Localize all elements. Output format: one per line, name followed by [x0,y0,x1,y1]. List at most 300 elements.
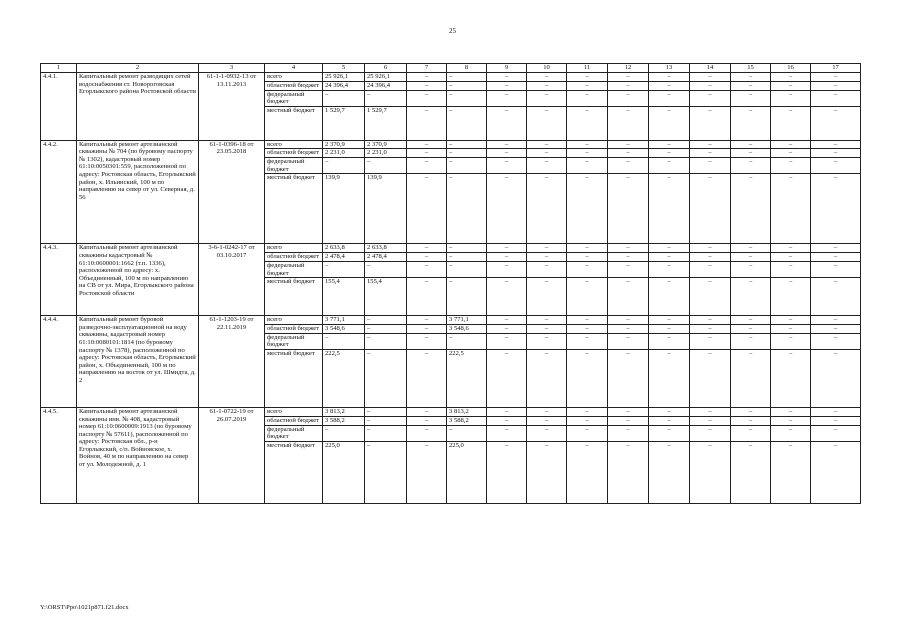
value-cell: – [527,253,567,262]
value-cell: – [649,407,690,416]
value-cell: – [771,425,811,441]
value-cell: – [771,278,811,316]
value-cell: 2 478,4 [323,253,365,262]
value-cell: – [487,425,527,441]
value-cell: – [487,262,527,278]
column-header: 10 [527,64,567,73]
value-cell: – [649,174,690,244]
value-cell: – [487,441,527,503]
value-cell: 1 529,7 [323,106,365,140]
value-cell: – [407,106,447,140]
value-cell: – [731,149,771,158]
value-cell: – [407,425,447,441]
value-cell: – [771,416,811,425]
value-cell: – [567,407,608,416]
value-cell: 3 771,1 [447,316,487,325]
value-cell: – [567,90,608,106]
item-name: Капитальный ремонт артезианской скважины № 704 (по буровому паспорту № 1302), кадастровый номер 61:10:0050301:559, расположенной по адресу: Ростовская область, Егорлыкский район, х. Ильинский, 100 м по направлению на север от ул. Северная, д. 56 [77,140,199,244]
value-cell: – [407,316,447,325]
value-cell: – [811,416,861,425]
funding-source: областной бюджет [265,416,323,425]
value-cell: – [447,253,487,262]
value-cell: – [811,349,861,407]
value-cell: – [407,73,447,82]
value-cell: 225,0 [447,441,487,503]
value-cell: – [731,278,771,316]
value-cell: – [649,425,690,441]
value-cell: – [690,244,731,253]
value-cell: – [608,81,649,90]
value-cell: 2 478,4 [365,253,407,262]
value-cell: – [771,90,811,106]
value-cell: – [731,441,771,503]
value-cell: – [690,316,731,325]
value-cell: – [407,416,447,425]
item-number: 4.4.5. [41,407,77,503]
value-cell: – [690,73,731,82]
value-cell: – [407,262,447,278]
value-cell: – [649,333,690,349]
value-cell: – [365,316,407,325]
value-cell: – [567,81,608,90]
value-cell: 3 813,2 [447,407,487,416]
value-cell: – [365,416,407,425]
value-cell: – [407,407,447,416]
value-cell: – [771,441,811,503]
value-cell: – [567,174,608,244]
value-cell: – [323,333,365,349]
value-cell: – [567,140,608,149]
value-cell: – [365,349,407,407]
value-cell: – [731,158,771,174]
value-cell: – [527,441,567,503]
value-cell: – [407,244,447,253]
funding-source: федеральный бюджет [265,262,323,278]
value-cell: – [771,81,811,90]
value-cell: 1 529,7 [365,106,407,140]
column-header: 13 [649,64,690,73]
value-cell: – [487,244,527,253]
value-cell: – [731,316,771,325]
value-cell: – [527,90,567,106]
value-cell: – [811,140,861,149]
value-cell: 3 813,2 [323,407,365,416]
value-cell: – [365,407,407,416]
funding-source: областной бюджет [265,149,323,158]
value-cell: 3 548,6 [447,324,487,333]
value-cell: – [567,106,608,140]
value-cell: – [690,90,731,106]
project-document: 61-1-0722-19 от 26.07.2019 [199,407,265,503]
value-cell: – [567,425,608,441]
value-cell: – [567,244,608,253]
funding-source: местный бюджет [265,278,323,316]
value-cell: – [771,253,811,262]
value-cell: – [649,158,690,174]
column-header: 3 [199,64,265,73]
value-cell: 3 588,2 [447,416,487,425]
value-cell: – [731,416,771,425]
value-cell: – [731,106,771,140]
funding-source: местный бюджет [265,441,323,503]
value-cell: – [567,316,608,325]
value-cell: – [447,333,487,349]
value-cell: – [690,324,731,333]
value-cell: – [811,441,861,503]
value-cell: 2 231,0 [323,149,365,158]
item-name: Капитальный ремонт буровой разведочно-эксплуатационной на воду скважины, кадастровый номер 61:10:0080101:1814 (по буровому паспорту № 1378), расположенной по адресу: Ростовская область, Егорлыкский район, х. Объединенный, 100 м по направлению на восток от ул. Шмидта, д. 2 [77,316,199,408]
value-cell: 25 926,1 [323,73,365,82]
value-cell: 24 396,4 [323,81,365,90]
value-cell: – [447,81,487,90]
value-cell: – [567,278,608,316]
value-cell: – [365,262,407,278]
value-cell: – [649,253,690,262]
value-cell: – [527,316,567,325]
value-cell: – [407,333,447,349]
value-cell: – [487,253,527,262]
value-cell: – [731,81,771,90]
value-cell: – [731,407,771,416]
value-cell: 2 231,0 [365,149,407,158]
value-cell: – [407,253,447,262]
value-cell: – [447,244,487,253]
table-row [41,316,861,325]
value-cell: – [447,149,487,158]
value-cell: – [690,425,731,441]
value-cell: – [608,324,649,333]
column-header: 9 [487,64,527,73]
value-cell: – [811,90,861,106]
value-cell: – [690,140,731,149]
value-cell: – [649,106,690,140]
value-cell: – [690,441,731,503]
column-header: 14 [690,64,731,73]
column-header: 8 [447,64,487,73]
value-cell: – [731,262,771,278]
value-cell: – [649,278,690,316]
funding-source: федеральный бюджет [265,425,323,441]
item-number: 4.4.3. [41,244,77,316]
value-cell: 222,5 [323,349,365,407]
value-cell: – [407,349,447,407]
value-cell: – [771,73,811,82]
value-cell: – [608,416,649,425]
value-cell: – [608,316,649,325]
value-cell: – [649,262,690,278]
table-row [41,407,861,416]
value-cell: – [365,90,407,106]
value-cell: – [407,441,447,503]
value-cell: – [365,158,407,174]
value-cell: – [649,244,690,253]
funding-source: местный бюджет [265,349,323,407]
value-cell: – [527,416,567,425]
value-cell: – [811,425,861,441]
value-cell: – [731,174,771,244]
funding-source: всего [265,407,323,416]
value-cell: – [649,324,690,333]
value-cell: – [608,333,649,349]
value-cell: – [731,90,771,106]
value-cell: – [731,140,771,149]
value-cell: – [649,441,690,503]
funding-source: местный бюджет [265,174,323,244]
column-header: 1 [41,64,77,73]
value-cell: – [771,407,811,416]
value-cell: – [447,140,487,149]
value-cell: – [527,278,567,316]
item-number: 4.4.2. [41,140,77,244]
value-cell: – [527,106,567,140]
value-cell: – [407,81,447,90]
value-cell: – [487,324,527,333]
value-cell: – [731,253,771,262]
value-cell: 2 633,8 [323,244,365,253]
table-row [41,140,861,149]
value-cell: – [447,278,487,316]
value-cell: – [811,174,861,244]
value-cell: – [365,333,407,349]
value-cell: – [811,407,861,416]
value-cell: – [487,407,527,416]
value-cell: – [527,174,567,244]
value-cell: – [731,349,771,407]
item-number: 4.4.1. [41,73,77,141]
value-cell: – [527,244,567,253]
value-cell: – [527,73,567,82]
funding-source: областной бюджет [265,324,323,333]
value-cell: – [567,416,608,425]
column-header: 12 [608,64,649,73]
value-cell: – [771,106,811,140]
value-cell: – [811,73,861,82]
value-cell: – [487,158,527,174]
value-cell: – [447,158,487,174]
value-cell: – [649,81,690,90]
value-cell: – [487,278,527,316]
value-cell: – [447,106,487,140]
value-cell: – [608,73,649,82]
value-cell: – [731,425,771,441]
value-cell: – [731,244,771,253]
column-header: 5 [323,64,365,73]
column-header: 17 [811,64,861,73]
funding-source: федеральный бюджет [265,333,323,349]
value-cell: – [323,90,365,106]
funding-source: федеральный бюджет [265,158,323,174]
value-cell: – [527,140,567,149]
value-cell: – [527,158,567,174]
value-cell: – [487,174,527,244]
value-cell: – [690,349,731,407]
value-cell: – [649,149,690,158]
value-cell: – [608,262,649,278]
value-cell: – [690,158,731,174]
item-name: Капитальный ремонт разводящих сетей водоснабжения ст. Новороговская Егорлыкского района Ростовской области [77,73,199,141]
value-cell: – [487,140,527,149]
funding-source: областной бюджет [265,253,323,262]
value-cell: – [811,149,861,158]
value-cell: – [811,253,861,262]
value-cell: 222,5 [447,349,487,407]
value-cell: – [771,158,811,174]
value-cell: – [811,316,861,325]
value-cell: – [690,333,731,349]
value-cell: – [527,81,567,90]
value-cell: 155,4 [323,278,365,316]
value-cell: – [771,140,811,149]
value-cell: – [811,333,861,349]
value-cell: – [487,149,527,158]
value-cell: – [567,333,608,349]
value-cell: – [527,425,567,441]
value-cell: – [649,73,690,82]
value-cell: – [407,158,447,174]
value-cell: – [567,158,608,174]
value-cell: – [447,90,487,106]
value-cell: – [731,73,771,82]
value-cell: – [608,253,649,262]
value-cell: – [771,333,811,349]
item-name: Капитальный ремонт артезианской скважины кадастровый № 61:10:0600001:1662 (т.п. 1336), расположенной по адресу: х. Объединенный, 100 м по направлению на СВ от ул. Мира, Егорлыкского района Ростовской области [77,244,199,316]
table-row [41,73,861,82]
value-cell: – [811,324,861,333]
value-cell: 155,4 [365,278,407,316]
value-cell: 2 370,9 [365,140,407,149]
value-cell: – [608,349,649,407]
value-cell: – [407,149,447,158]
value-cell: 139,9 [323,174,365,244]
value-cell: – [407,324,447,333]
value-cell: – [487,349,527,407]
value-cell: – [407,278,447,316]
value-cell: – [771,349,811,407]
value-cell: – [527,262,567,278]
column-header: 6 [365,64,407,73]
value-cell: – [690,149,731,158]
funding-source: областной бюджет [265,81,323,90]
value-cell: – [771,262,811,278]
value-cell: – [690,253,731,262]
value-cell: – [811,244,861,253]
column-header: 2 [77,64,199,73]
value-cell: – [527,407,567,416]
value-cell: – [567,262,608,278]
budget-table [40,63,861,504]
value-cell: – [567,73,608,82]
value-cell: – [487,106,527,140]
value-cell: – [771,149,811,158]
value-cell: – [649,140,690,149]
column-header: 16 [771,64,811,73]
value-cell: – [771,244,811,253]
value-cell: – [811,278,861,316]
funding-source: всего [265,140,323,149]
file-path-footer: Y:\ORST\Ppo\1021p871.f21.docx [40,604,129,611]
value-cell: – [365,324,407,333]
value-cell: – [811,262,861,278]
value-cell: – [407,90,447,106]
value-cell: – [811,81,861,90]
value-cell: – [323,158,365,174]
value-cell: – [323,425,365,441]
value-cell: – [407,140,447,149]
value-cell: 24 396,4 [365,81,407,90]
value-cell: – [771,316,811,325]
value-cell: 2 370,9 [323,140,365,149]
value-cell: 3 548,6 [323,324,365,333]
value-cell: – [608,106,649,140]
value-cell: – [447,262,487,278]
value-cell: – [608,140,649,149]
value-cell: – [608,149,649,158]
value-cell: – [608,407,649,416]
value-cell: – [567,349,608,407]
value-cell: 225,0 [323,441,365,503]
value-cell: – [487,316,527,325]
value-cell: – [567,441,608,503]
value-cell: – [731,324,771,333]
value-cell: 25 926,1 [365,73,407,82]
value-cell: – [527,324,567,333]
header-row [41,64,861,73]
column-header: 15 [731,64,771,73]
funding-source: всего [265,316,323,325]
value-cell: – [771,174,811,244]
value-cell: – [365,425,407,441]
project-document: 61-1-1-0932-13 от 13.11.2013 [199,73,265,141]
value-cell: – [567,324,608,333]
column-header: 7 [407,64,447,73]
value-cell: – [567,253,608,262]
item-number: 4.4.4. [41,316,77,408]
value-cell: 139,9 [365,174,407,244]
value-cell: – [527,349,567,407]
value-cell: – [771,324,811,333]
value-cell: – [323,262,365,278]
value-cell: 2 633,8 [365,244,407,253]
value-cell: – [649,349,690,407]
value-cell: – [608,158,649,174]
value-cell: – [487,81,527,90]
value-cell: – [649,416,690,425]
value-cell: – [649,90,690,106]
value-cell: – [690,174,731,244]
value-cell: – [690,81,731,90]
value-cell: – [447,174,487,244]
table-row [41,244,861,253]
value-cell: – [690,278,731,316]
page-number: 25 [449,27,456,35]
value-cell: – [608,278,649,316]
value-cell: – [487,73,527,82]
project-document: 61-1-1203-19 от 22.11.2019 [199,316,265,408]
value-cell: – [407,174,447,244]
funding-source: всего [265,244,323,253]
value-cell: – [487,90,527,106]
value-cell: – [487,333,527,349]
value-cell: – [731,333,771,349]
item-name: Капитальный ремонт артезианской скважины инв. № 408, кадастровый номер 61:10:0600009:1913 (по буровому паспорту № 57611), расположенной по адресу: Ростовская обл., р-н Егорлыкский, с/п. Войновское, х. Войнов, 40 м по направлению на север от ул. Молодежной, д. 1 [77,407,199,503]
value-cell: – [811,106,861,140]
value-cell: – [527,333,567,349]
project-document: 61-1-0396-18 от 23.05.2018 [199,140,265,244]
project-document: 3-6-1-0242-17 от 03.10.2017 [199,244,265,316]
value-cell: – [447,425,487,441]
funding-source: федеральный бюджет [265,90,323,106]
value-cell: – [649,316,690,325]
